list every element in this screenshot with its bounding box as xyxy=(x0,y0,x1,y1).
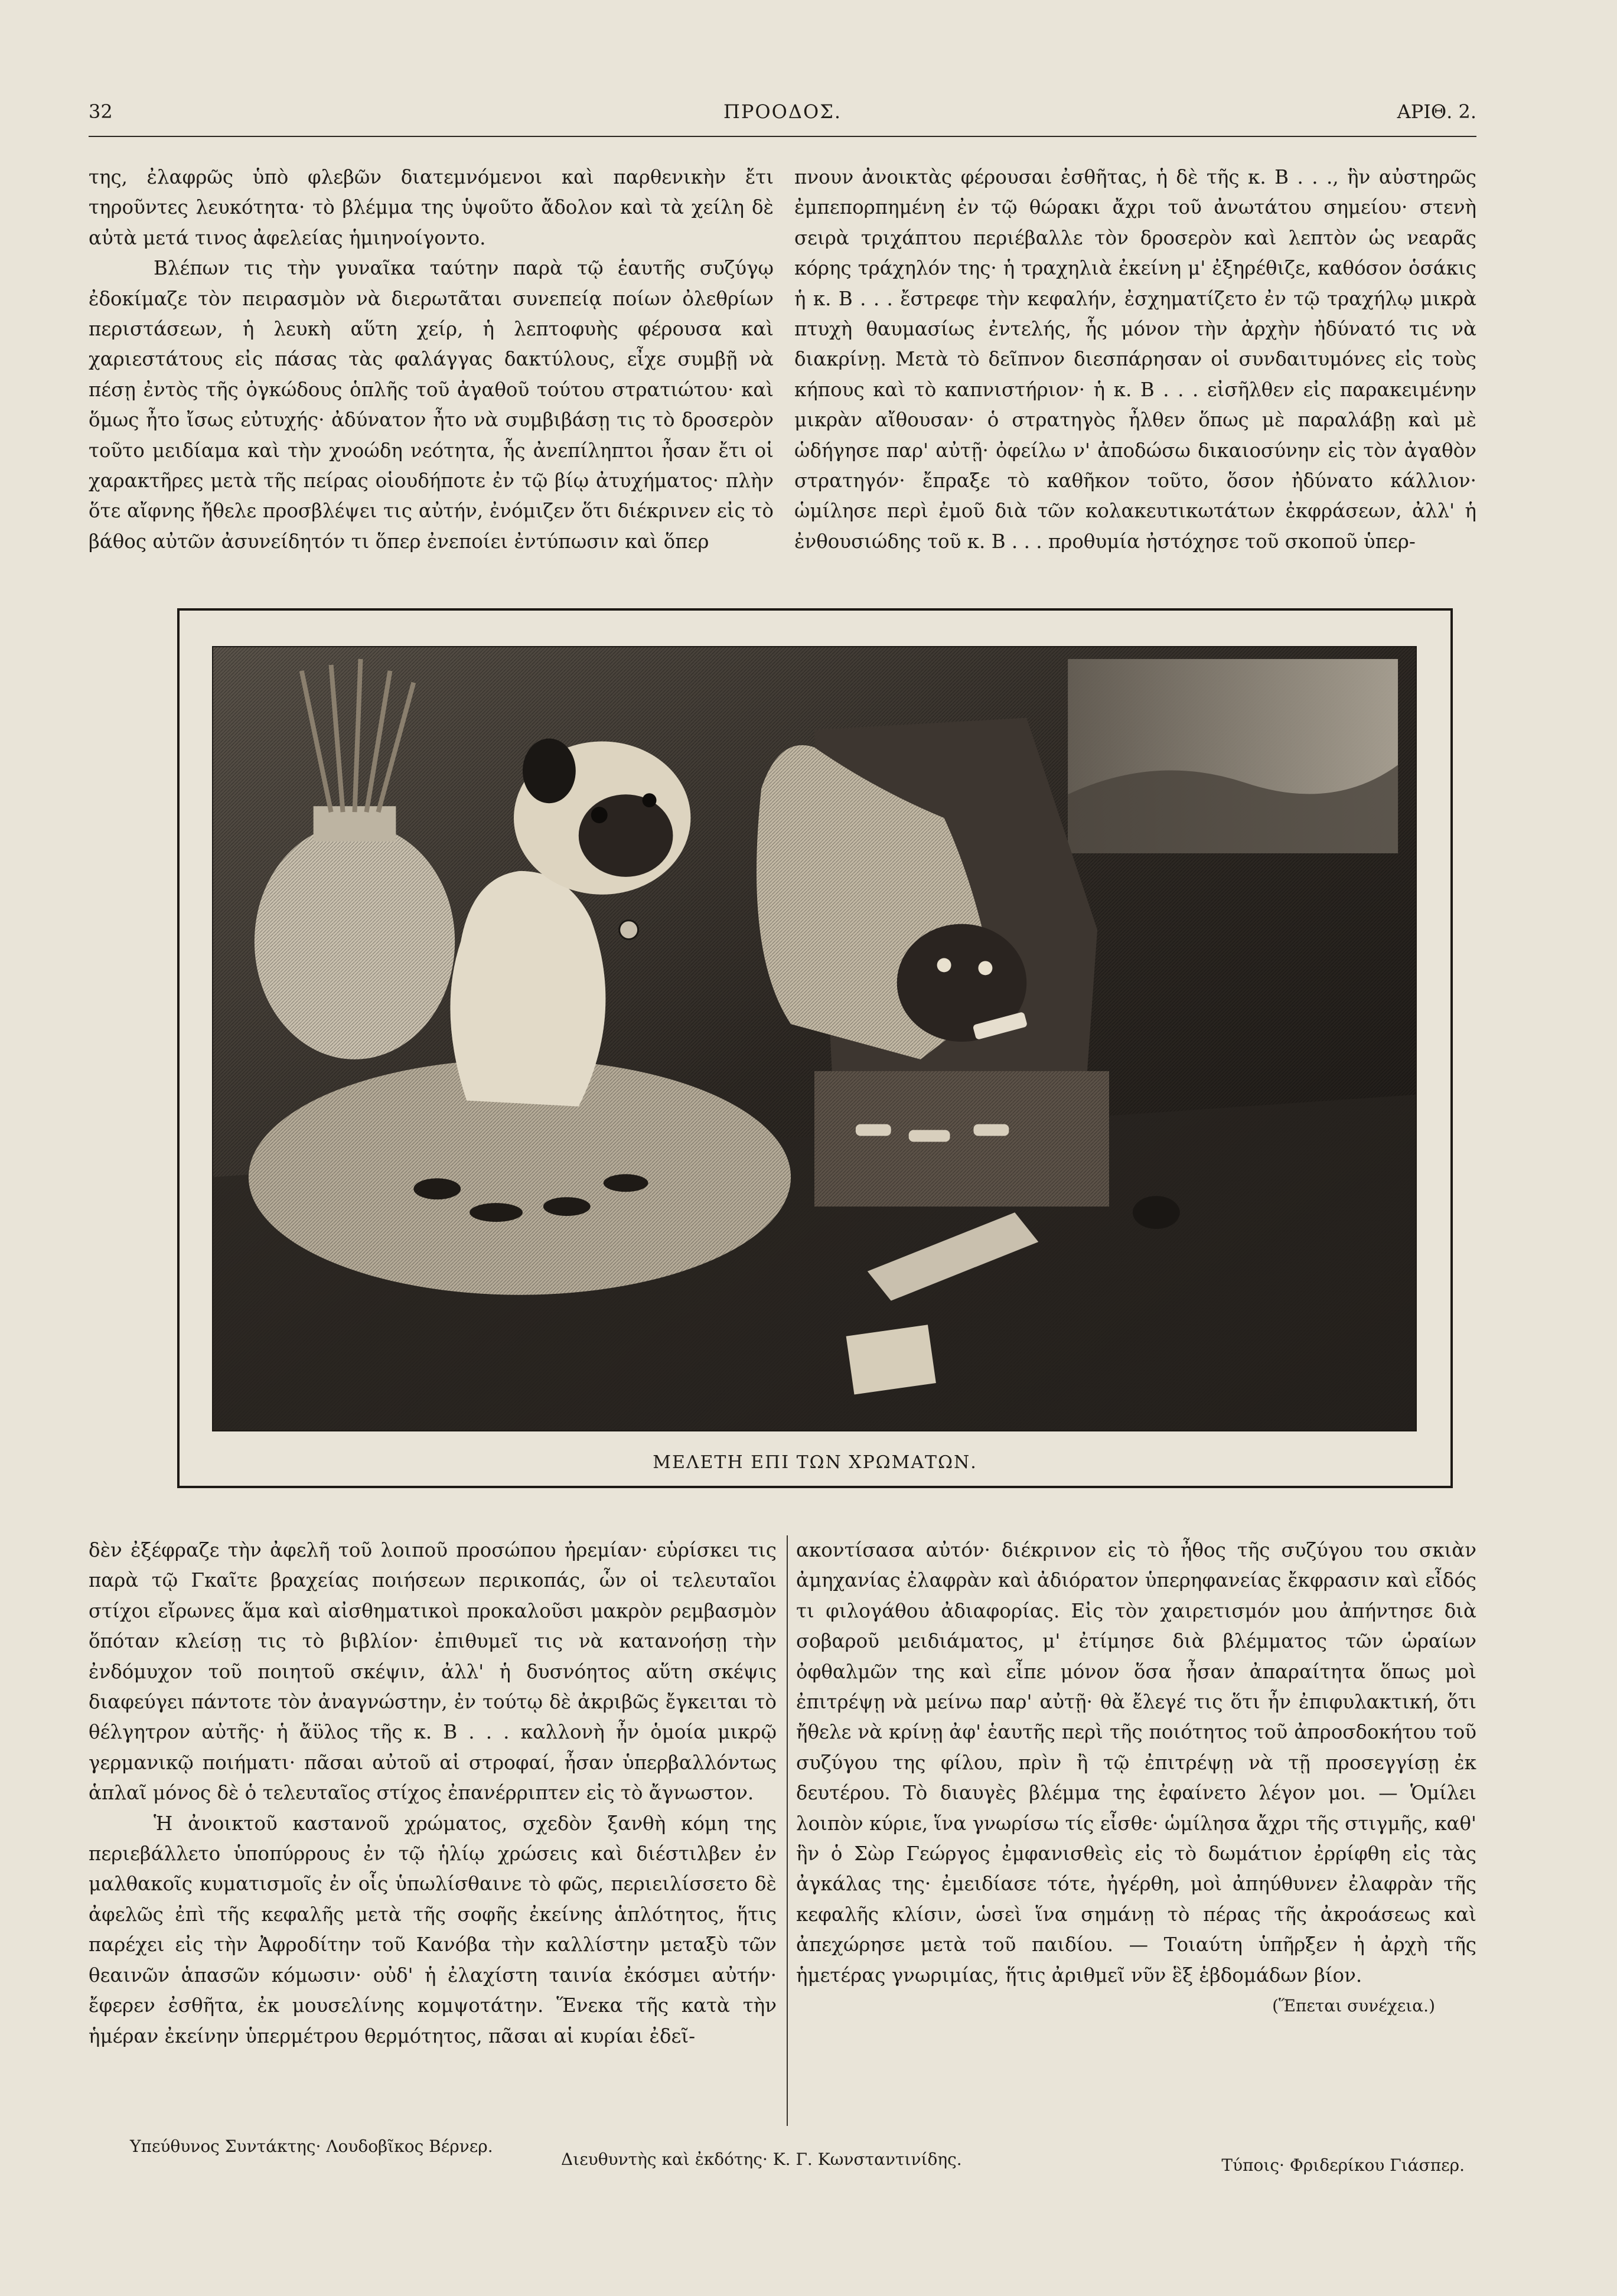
publisher-credit: Διευθυντὴς καὶ ἐκδότης· Κ. Γ. Κωνσταντινίδης. xyxy=(561,2150,962,2169)
column-divider xyxy=(787,1535,788,2126)
engraving-pugs xyxy=(212,646,1417,1431)
paragraph: Ἡ ἀνοικτοῦ καστανοῦ χρώματος, σχεδὸν ξανθὴ κόμη της περιεβάλλετο ὑποπύρρους ἐν τῷ ἡλίῳ χρώσεις καὶ διέστιλβεν ἐν μαλθακοῖς κυματισμοῖς ἐν οἷς ὑπωλίσθαινε τὸ φῶς, περιειλίσσετο δὲ ἀφελῶς ἐπὶ τῆς κεφαλῆς μετὰ τῆς σοφῆς ἐκείνης ἁπλότητος, ἥτις παρέχει εἰς τὴν Ἀφροδίτην τοῦ Κανόβα τὴν καλλίστην μεταξὺ τῶν θεαινῶν ἁπασῶν κόμωσιν· οὐδ' ἡ ἐλαχίστη ταινία ἐκόσμει αὐτήν· ἔφερεν ἐσθῆτα, ἐκ μουσελίνης κομψοτάτην. Ἕνεκα τῆς κατὰ τὴν ἡμέραν ἐκείνην ὑπερμέτρου θερμότητος, πᾶσαι αἱ κυρίαι ἐδεῖ- xyxy=(89,1812,777,2047)
column-bottom-right xyxy=(796,1535,1476,2126)
continued-note: (Ἕπεται συνέχεια.) xyxy=(1272,1996,1435,2016)
page-header xyxy=(89,100,1476,130)
paragraph: πνουν ἀνοικτὰς φέρουσαι ἐσθῆτας, ἡ δὲ τῆς κ. Β . . ., ἣν αὐστηρῶς ἐμπεπορπημένη ἐν τῷ θώρακι ἄχρι τοῦ ἀνωτάτου σημείου· στενὴ σειρὰ τριχάπτου περιέβαλλε τὸν δροσερὸν καὶ λεπτὸν ὡς νεαρᾶς κόρης τράχηλόν της· ἡ τραχηλιὰ ἐκείνη μ' ἐξηρέθιζε, καθόσον ὁσάκις ἡ κ. Β . . . ἔστρεφε τὴν κεφαλήν, ἐσχηματίζετο ἐν τῷ τραχήλῳ μικρὰ πτυχὴ θαυμασίως ἐντελής, ἧς μόνον τὴν ἀρχὴν ἠδύνατό τις νὰ διακρίνῃ. Μετὰ τὸ δεῖπνον διεσπάρησαν οἱ συνδαιτυμόνες εἰς τοὺς κήπους καὶ τὸ καπνιστήριον· ἡ κ. Β . . . εἰσῆλθεν εἰς παρακειμένην μικρὰν αἴθουσαν· ὁ στρατηγὸς ἦλθεν ὅπως μὲ παραλάβῃ καὶ μὲ ὡδήγησε παρ' αὐτῇ· ὀφείλω ν' ἀποδώσω δικαιοσύνην εἰς τὸν ἀγαθὸν στρατηγόν· ἔπραξε τὸ καθῆκον τοῦτο, ὅσον ἠδύνατο κάλλιον· ὡμίλησε περὶ ἐμοῦ διὰ τῶν κολακευτικωτάτων ἐκφράσεων, ἀλλ' ἡ ἐνθουσιώδης τοῦ κ. Β . . . προθυμία ἠστόχησε τοῦ σκοποῦ ὑπερ- xyxy=(794,166,1476,553)
column-top-left xyxy=(89,162,774,599)
paragraph: ακοντίσασα αὐτόν· διέκρινον εἰς τὸ ἦθος τῆς συζύγου του σκιὰν ἀμηχανίας ἐλαφρὰν καὶ ἀδιόρατον ὑπερηφανείας ἔκφρασιν καὶ εἶδός τι φιλογάθου ἀδιαφορίας. Εἰς τὸν χαιρετισμόν μου ἀπήντησε διὰ σοβαροῦ μειδιάματος, μ' ἐτίμησε διὰ βλέμματος τῶν ὡραίων ὀφθαλμῶν της καὶ εἶπε μόνον ὅσα ἦσαν ἀπαραίτητα ὅπως μοὶ ἐπιτρέψῃ νὰ μείνω παρ' αὐτῇ· θὰ ἔλεγέ τις ὅτι ἦν ἐπιφυλακτική, ὅτι ἤθελε νὰ κρίνῃ ἀφ' ἑαυτῆς περὶ τῆς ποιότητος τοῦ ἀπροσδοκήτου τοῦ συζύγου της φίλου, πρὶν ἢ τῷ ἐπιτρέψῃ νὰ τῇ προσεγγίσῃ ἐκ δευτέρου. Τὸ διαυγὲς βλέμμα της ἐφαίνετο λέγον μοι. — Ὁμίλει λοιπὸν κύριε, ἵνα γνωρίσω τίς εἶσθε· ὡμίλησα ἄχρι τῆς στιγμῆς, καθ' ἣν ὁ Σὼρ Γεώργος ἐμφανισθεὶς εἰς τὸ δωμάτιον ἐρρίφθη εἰς τὰς ἀγκάλας της· ἐμειδίασε τότε, ἠγέρθη, μοὶ ἀπηύθυνεν ἐλαφρὰν τῆς κεφαλῆς κλίσιν, ὡσεὶ ἵνα σημάνῃ τὸ πέρας τῆς ἀκροάσεως καὶ ἀπεχώρησε μετὰ τοῦ παιδίου. — Τοιαύτη ὑπῆρξεν ἡ ἀρχὴ τῆς ἡμετέρας γνωριμίας, ἥτις ἀριθμεῖ νῦν ἓξ ἑβδομάδων βίον. xyxy=(796,1539,1476,1987)
column-bottom-left xyxy=(89,1535,777,2126)
journal-title: ΠΡΟΟΔΟΣ. xyxy=(723,100,842,123)
engraving-drawing xyxy=(213,647,1416,1430)
illustration-caption: ΜΕΛΕΤΗ ΕΠΙ ΤΩΝ ΧΡΩΜΑΤΩΝ. xyxy=(653,1452,977,1473)
printer-credit: Τύποις· Φριδερίκου Γιάσπερ. xyxy=(1221,2155,1465,2175)
issue-number: ΑΡΙΘ. 2. xyxy=(1397,100,1476,123)
editor-credit: Υπεύθυνος Συντάκτης· Λουδοβῖκος Βέρνερ. xyxy=(130,2137,493,2156)
paragraph: της, ἐλαφρῶς ὑπὸ φλεβῶν διατεμνόμενοι καὶ παρθενικὴν ἔτι τηροῦντες λευκότητα· τὸ βλέμμα της ὑψοῦτο ἄδολον καὶ τὰ χείλη δὲ αὐτὰ μετά τινος ἀφελείας ἡμιηνοίγοντο. xyxy=(89,166,774,249)
page-footer xyxy=(89,2137,1476,2175)
paragraph: Βλέπων τις τὴν γυναῖκα ταύτην παρὰ τῷ ἑαυτῆς συζύγῳ ἐδοκίμαζε τὸν πειρασμὸν νὰ διερωτᾶται συνεπείᾳ ποίων ὀλεθρίων περιστάσεων, ἡ λευκὴ αὕτη χείρ, ἡ λεπτοφυὴς φέρουσα καὶ χαριεστάτους εἰς πάσας τὰς φαλάγγας δακτύλους, εἶχε συμβῇ νὰ πέσῃ ἐντὸς τῆς ὀγκώδους ὁπλῆς τοῦ ἀγαθοῦ τούτου στρατιώτου· καὶ ὅμως ἦτο ἴσως εὐτυχής· ἀδύνατον ἦτο νὰ συμβιβάσῃ τις τὸ δροσερὸν τοῦτο μειδίαμα καὶ τὴν χνοώδη νεότητα, ἧς ἀνεπίληπτοι ἦσαν ἔτι οἱ χαρακτῆρες μετὰ τῆς πείρας οἱουδήποτε ἐν τῷ βίῳ ἀτυχήματος· πλὴν ὅτε αἴφνης ἤθελε προσβλέψει τις αὐτήν, ἐνόμιζεν ὅτι διέκρινεν εἰς τὸ βάθος αὐτῶν ἀσυνείδητόν τι ὅπερ ἐνεποίει ἐντύπωσιν καὶ ὅπερ xyxy=(89,257,774,553)
illustration-frame xyxy=(177,608,1453,1488)
paragraph: δὲν ἐξέφραζε τὴν ἀφελῆ τοῦ λοιποῦ προσώπου ἠρεμίαν· εὑρίσκει τις παρὰ τῷ Γκαῖτε βραχείας ποιήσεων περικοπάς, ὧν οἱ τελευταῖοι στίχοι εἴρωνες ἅμα καὶ αἰσθηματικοὶ προκαλοῦσι μακρὸν ρεμβασμὸν ὅπόταν κλείσῃ τις τὸ βιβλίον· ἐπιθυμεῖ τις νὰ κατανοήσῃ τὴν ἐνδόμυχον τοῦ ποιητοῦ σκέψιν, ἀλλ' ἡ δυσνόητος αὕτη σκέψις διαφεύγει πάντοτε τὸν ἀναγνώστην, ἐν τούτῳ δὲ ἀκριβῶς ἔγκειται τὸ θέλγητρον αὐτῆς· ἡ ἄϋλος τῆς κ. Β . . . καλλονὴ ἦν ὁμοία μικρῷ γερμανικῷ ποιήματι· πᾶσαι αὐτοῦ αἱ στροφαί, ἦσαν ὑπερβαλλόντως ἁπλαῖ μόνος δὲ ὁ τελευταῖος στίχος ἐπανέρριπτεν εἰς τὸ ἄγνωστον. xyxy=(89,1539,777,1805)
header-rule xyxy=(89,136,1476,137)
page-number: 32 xyxy=(89,100,113,123)
column-top-right xyxy=(794,162,1476,599)
